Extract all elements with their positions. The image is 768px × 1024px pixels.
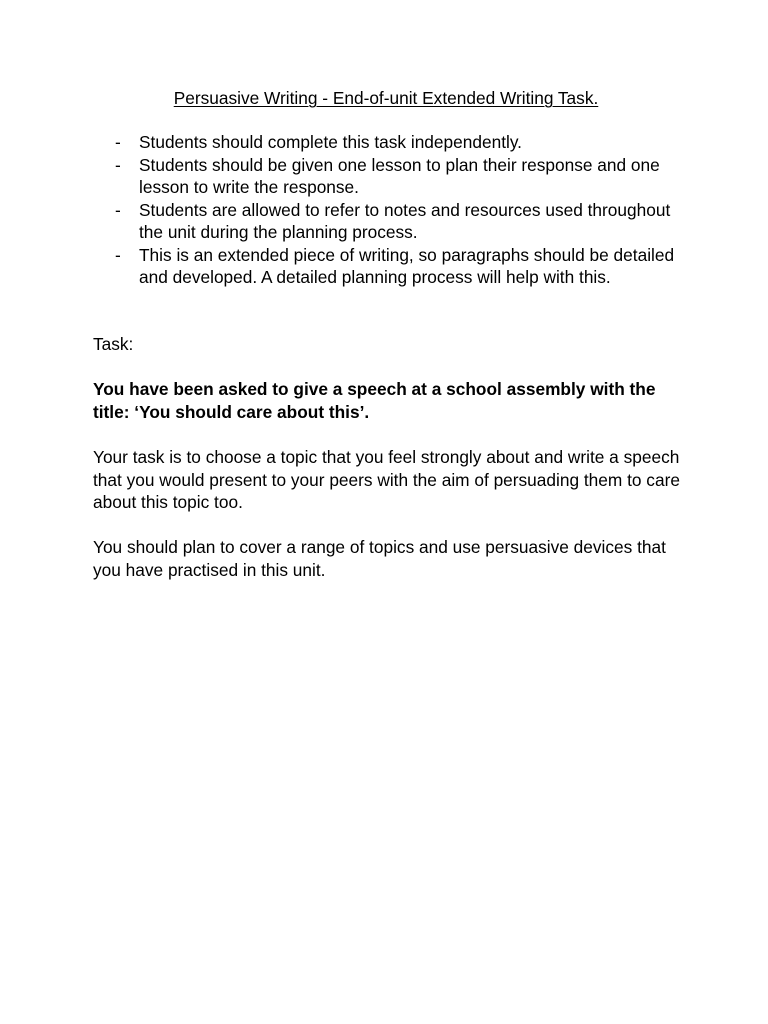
task-label: Task:: [93, 334, 134, 354]
bullet-dash: -: [115, 244, 121, 265]
document-title: Persuasive Writing - End-of-unit Extended Writing Task.: [173, 88, 599, 108]
bullet-dash: -: [115, 199, 121, 220]
instruction-list: [93, 131, 683, 289]
list-item: [93, 131, 683, 154]
list-item-text: Students should be given one lesson to plan their response and one lesson to write the response.: [139, 154, 660, 197]
list-item: [93, 244, 683, 289]
list-item: [93, 199, 683, 244]
task-description-paragraph: Your task is to choose a topic that you feel strongly about and write a speech that you would present to your peers with the aim of persuading them to care about this topic too.: [93, 447, 680, 512]
list-item-text: Students are allowed to refer to notes and resources used throughout the unit during the planning process.: [139, 199, 671, 242]
list-item-text: This is an extended piece of writing, so paragraphs should be detailed and developed. A detailed planning process will help with this.: [139, 244, 675, 287]
planning-guidance-paragraph: You should plan to cover a range of topics and use persuasive devices that you have practised in this unit.: [93, 537, 666, 580]
list-item: [93, 154, 683, 199]
task-prompt: You have been asked to give a speech at a school assembly with the title: ‘You should care about this’.: [93, 379, 656, 422]
list-item-text: Students should complete this task independently.: [139, 132, 522, 152]
bullet-dash: -: [115, 132, 121, 152]
bullet-dash: -: [115, 154, 121, 175]
